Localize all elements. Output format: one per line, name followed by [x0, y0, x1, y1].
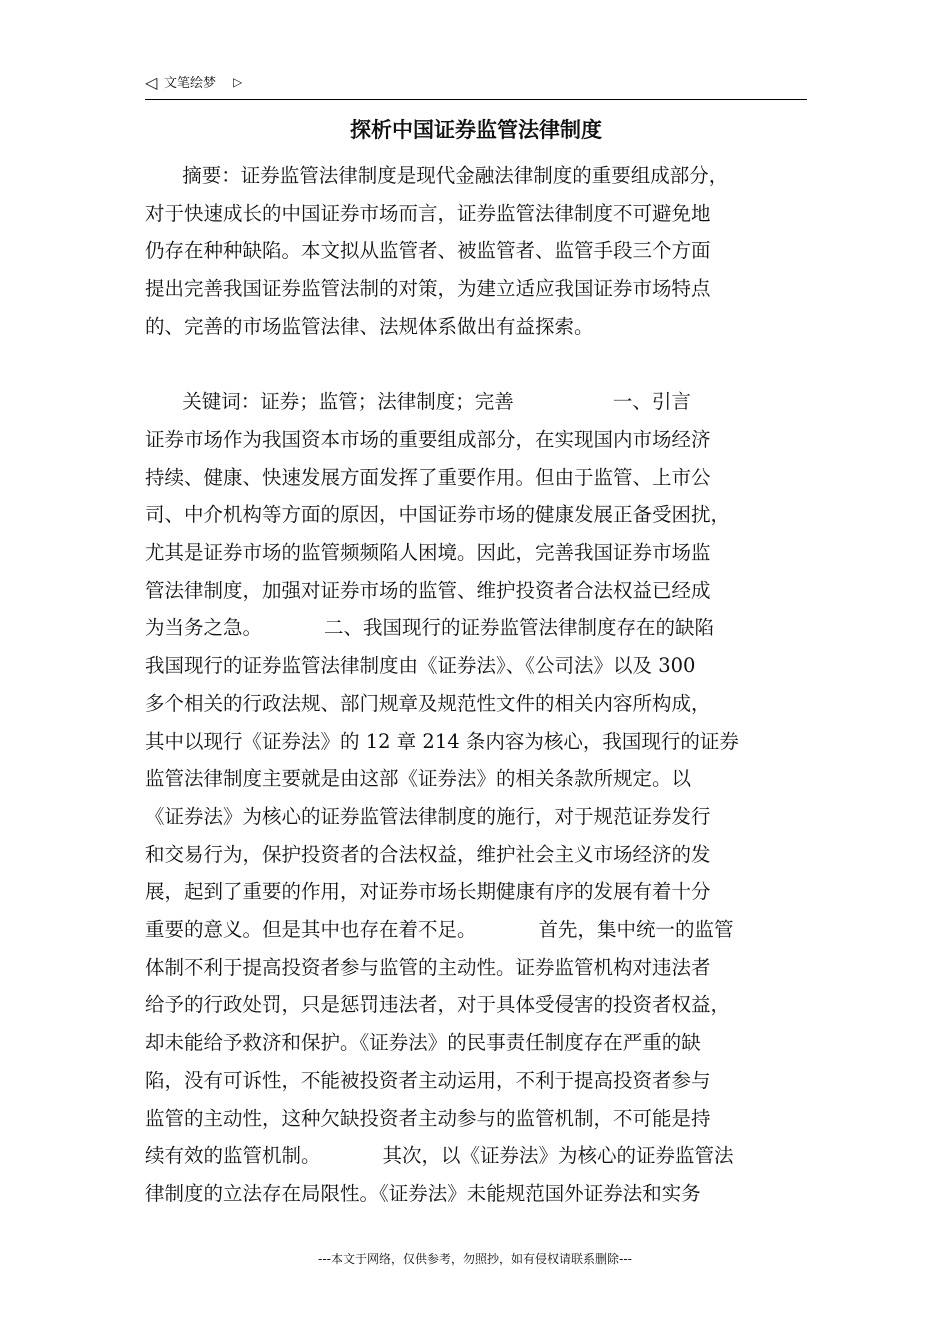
body-line: 展，起到了重要的作用，对证券市场长期健康有序的发展有着十分: [145, 880, 711, 903]
body-line: 仍存在种种缺陷。本文拟从监管者、被监管者、监管手段三个方面: [145, 239, 711, 262]
body-line: 监管法律制度主要就是由这部《证券法》的相关条款所规定。以: [145, 767, 692, 790]
body-line: 重要的意义。但是其中也存在着不足。 首先，集中统一的监管: [145, 918, 734, 941]
header-text: 文笔绘梦: [164, 76, 217, 91]
body-line: 《证券法》为核心的证券监管法律制度的施行，对于规范证券发行: [145, 805, 711, 828]
body-line: 提出完善我国证券监管法制的对策，为建立适应我国证券市场特点: [145, 277, 711, 300]
footer-disclaimer: ---本文于网络，仅供参考，勿照抄，如有侵权请联系删除---: [318, 1252, 632, 1266]
body-line: 给予的行政处罚，只是惩罚违法者，对于具体受侵害的投资者权益，: [145, 993, 731, 1016]
body-line: 对于快速成长的中国证券市场而言，证券监管法律制度不可避免地: [145, 202, 711, 225]
body-line: 关键词：证券；监管；法律制度；完善 一、引言: [145, 390, 691, 413]
body-line: 却未能给予救济和保护。《证券法》的民事责任制度存在严重的缺: [145, 1031, 701, 1054]
body-line: 陷，没有可诉性，不能被投资者主动运用，不利于提高投资者参与: [145, 1069, 711, 1092]
body-line: 律制度的立法存在局限性。《证券法》未能规范国外证券法和实务: [145, 1182, 701, 1205]
body-line: 我国现行的证券监管法律制度由《证券法》、《公司法》以及 300: [145, 654, 696, 677]
body-line: 摘要：证券监管法律制度是现代金融法律制度的重要组成部分，: [145, 164, 729, 187]
body-line: 的、完善的市场监管法律、法规体系做出有益探索。: [145, 315, 594, 338]
body-line: 多个相关的行政法规、部门规章及规范性文件的相关内容所构成，: [145, 692, 711, 715]
body-line: 尤其是证券市场的监管频频陷人困境。因此，完善我国证券市场监: [145, 541, 711, 564]
page-header: [145, 73, 807, 100]
body-line: 司、中介机构等方面的原因，中国证券市场的健康发展正备受困扰，: [145, 503, 731, 526]
body-line: 管法律制度，加强对证券市场的监管、维护投资者合法权益已经成: [145, 579, 711, 602]
body-line: 和交易行为，保护投资者的合法权益，维护社会主义市场经济的发: [145, 843, 711, 866]
body-line: 续有效的监管机制。 其次，以《证券法》为核心的证券监管法: [145, 1144, 734, 1167]
body-line: 证券市场作为我国资本市场的重要组成部分，在实现国内市场经济: [145, 428, 711, 451]
document-title: 探析中国证券监管法律制度: [350, 118, 602, 142]
body-line: 体制不利于提高投资者参与监管的主动性。证券监管机构对违法者: [145, 956, 711, 979]
triangle-right-icon: ▷: [233, 75, 243, 89]
body-line: 为当务之急。 二、我国现行的证券监管法律制度存在的缺陷: [145, 616, 714, 639]
triangle-left-icon: ◁: [145, 73, 158, 92]
body-line: 其中以现行《证券法》的 12 章 214 条内容为核心，我国现行的证券: [145, 730, 739, 753]
body-line: 监管的主动性，这种欠缺投资者主动参与的监管机制，不可能是持: [145, 1107, 711, 1130]
body-line: 持续、健康、快速发展方面发挥了重要作用。但由于监管、上市公: [145, 466, 711, 489]
